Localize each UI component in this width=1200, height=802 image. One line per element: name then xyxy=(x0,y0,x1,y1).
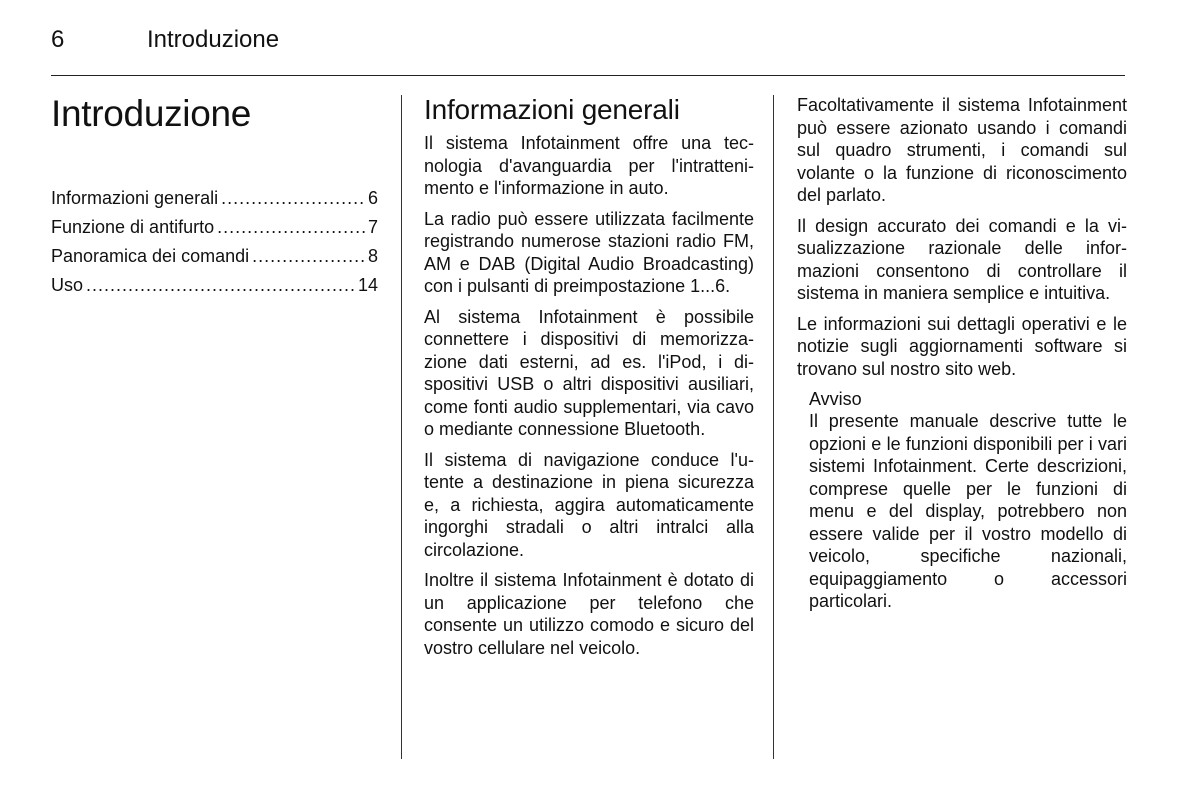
toc-entry-label: Informazioni generali xyxy=(51,188,219,208)
toc-entry-page: 14 xyxy=(357,275,378,295)
toc-entry[interactable] xyxy=(51,271,378,300)
toc-leader-dots xyxy=(86,271,355,300)
table-of-contents xyxy=(51,184,378,300)
column-divider-left xyxy=(401,95,402,759)
body-paragraph: Inoltre il sistema Infotainment è dotato di un applicazione per telefono che consente un utilizzo comodo e sicuro del vostro cellulare nel veicolo. xyxy=(424,570,754,658)
body-paragraph: Il sistema Infotainment offre una tecnologia d'avanguardia per l'intrattenimento e l'informazione in auto. xyxy=(424,133,754,198)
toc-entry-page: 6 xyxy=(367,188,378,208)
chapter-title: Introduzione xyxy=(51,93,252,134)
page-header xyxy=(51,22,1125,58)
toc-entry-label: Funzione di antifurto xyxy=(51,217,215,237)
body-paragraph: La radio può essere utilizzata facilmente registrando numerose stazioni radio FM, AM e DAB (Digital Audio Broadcasting) con i pulsanti di preimpostazione 1...6. xyxy=(424,208,754,296)
toc-leader-dots xyxy=(221,184,365,213)
toc-entry-label: Panoramica dei comandi xyxy=(51,246,250,266)
column-divider-right xyxy=(773,95,774,759)
body-paragraph: Il sistema di navigazione conduce l'utente a destinazione in piena sicurezza e, a richiesta, aggira automaticamente ingorghi stradali o altri intralci alla circolazione. xyxy=(424,449,754,560)
notice-title: Avviso xyxy=(809,389,862,409)
body-paragraph: Il design accurato dei comandi e la visualizzazione razionale delle informazioni consentono di controllare il sistema in maniera semplice e intuitiva. xyxy=(797,215,1127,303)
general-info-column xyxy=(424,92,754,667)
toc-entry[interactable] xyxy=(51,213,378,242)
toc-leader-dots xyxy=(217,213,365,242)
running-section-title: Introduzione xyxy=(147,26,280,53)
body-paragraph: Facoltativamente il sistema Infotainment può essere azionato usando i comandi sul quadro strumenti, i comandi sul volante o la funzione di riconoscimento del parlato. xyxy=(797,95,1127,205)
header-divider xyxy=(51,75,1125,76)
toc-entry-label: Uso xyxy=(51,275,84,295)
chapter-column xyxy=(51,92,381,300)
toc-entry-page: 8 xyxy=(367,246,378,266)
notice-box xyxy=(809,388,1127,613)
section-heading: Informazioni generali xyxy=(424,94,680,125)
toc-entry[interactable] xyxy=(51,242,378,271)
body-paragraph: Al sistema Infotainment è possibile connettere i dispositivi di memorizzazione dati esterni, ad es. l'iPod, i dispositivi USB o altri dispositivi ausiliari, come fonti audio supplementari, via cavo o mediante connessione Bluetooth. xyxy=(424,306,754,439)
notice-text: Il presente manuale descrive tutte le opzioni e le funzioni disponibili per i vari sistemi Infotainment. Certe descrizioni, comprese quelle per le funzioni di menu e del display, potrebbero non essere valide per il vostro modello di veicolo, specifiche nazionali, equipaggiamento o accessori particolari. xyxy=(809,411,1127,611)
body-paragraph: Le informazioni sui dettagli operativi e le notizie sugli aggiornamenti software si trovano sul nostro sito web. xyxy=(797,313,1127,379)
toc-leader-dots xyxy=(252,242,365,271)
toc-entry[interactable] xyxy=(51,184,378,213)
continued-column xyxy=(797,94,1127,621)
toc-entry-page: 7 xyxy=(367,217,378,237)
page-number: 6 xyxy=(51,26,65,53)
